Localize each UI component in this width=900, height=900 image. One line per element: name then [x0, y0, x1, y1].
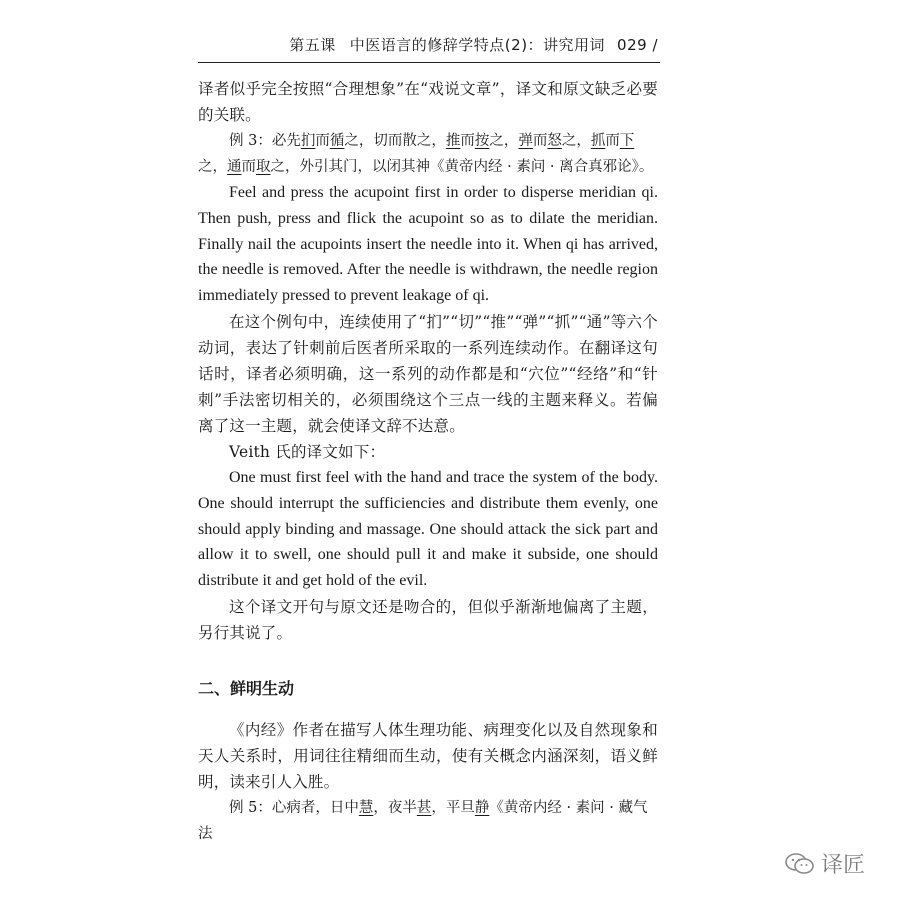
watermark-text: 译匠 [821, 853, 866, 878]
running-header [198, 34, 658, 55]
example-5 [198, 795, 658, 847]
example-3-text: 之， [198, 159, 227, 175]
example-5-label: 例 5： [229, 799, 272, 816]
example-3 [198, 128, 658, 180]
header-rule [198, 62, 660, 63]
example-3-text: 之，外引其门，以闭其神《黄帝内经 · 素问 · 离合真邪论》。 [270, 159, 654, 175]
watermark [785, 848, 865, 879]
section-heading: 二、鲜明生动 [198, 678, 295, 698]
wechat-icon [785, 852, 815, 876]
example-3-verb: 按 [474, 133, 490, 149]
example-3-label: 例 3： [229, 133, 272, 149]
header-lesson: 第五课 [289, 36, 336, 54]
paragraph-3: Veith 氏的译文如下： [229, 442, 386, 461]
example-5-text: 《黄帝内经 · 素问 · 藏气法 [198, 799, 648, 842]
example-5-text: ，夜半 [373, 799, 417, 816]
example-3-verb: 取 [256, 159, 271, 175]
example-5-underlined: 慧 [358, 799, 374, 816]
example-3-verb: 循 [329, 133, 345, 149]
example-3-text: 而 [241, 159, 256, 175]
example-3-verb: 通 [227, 159, 242, 175]
english-translation-1: Feel and press the acupoint first in order to disperse meridian qi. Then push, press and flick the acupoint so as to dilate the meridian. Finally nail the acupoints insert the needle into it. When qi has arrived, the needle is removed. After the needle is withdrawn, the needle region immediately pressed to prevent leakage of qi. [198, 184, 658, 305]
example-3-verb: 抓 [590, 133, 606, 149]
paragraph-4: 这个译文开句与原文还是吻合的，但似乎渐渐地偏离了主题，另行其说了。 [198, 597, 658, 642]
example-3-text: 之， [489, 133, 519, 149]
body-text [198, 76, 658, 847]
example-3-text: 必先 [271, 133, 301, 149]
example-3-text: 而 [605, 133, 620, 149]
example-3-verb: 弹 [518, 133, 533, 149]
header-page-number: 029 / [617, 35, 658, 54]
example-3-verb: 推 [445, 133, 461, 149]
paragraph-1: 译者似乎完全按照“合理想象”在“戏说文章”，译文和原文缺乏必要的关联。 [198, 80, 658, 124]
english-translation-2: One must first feel with the hand and trace the system of the body. One should interrupt the sufficiencies and distribute them evenly, one should apply binding and massage. One should attack the sick part and allow it to swell, one should pull it and make it subside, one should distribute it and get hold of the evil. [198, 468, 658, 590]
example-3-verb: 扪 [300, 133, 316, 149]
example-3-text: 之， [561, 133, 591, 149]
example-3-text: 而 [460, 133, 475, 149]
example-3-verb: 下 [619, 133, 635, 149]
example-3-verb: 怒 [547, 133, 562, 149]
example-3-text: 之，切而散之， [344, 133, 446, 149]
example-3-text: 而 [315, 133, 330, 149]
example-5-text: ，平旦 [431, 799, 475, 816]
example-5-text: 心病者，日中 [271, 799, 359, 816]
example-5-underlined: 甚 [416, 799, 432, 816]
header-title: 中医语言的修辞学特点(2)：讲究用词 [349, 36, 606, 54]
paragraph-5: 《内经》作者在描写人体生理功能、病理变化以及自然现象和天人关系时，用词往往精细而生动，使有关概念内涵深刻，语义鲜明，读来引人入胜。 [198, 720, 658, 791]
example-5-underlined: 静 [474, 799, 490, 816]
paragraph-2: 在这个例句中，连续使用了“扪”“切”“推”“弹”“抓”“通”等六个动词，表达了针刺前后医者所采取的一系列连续动作。在翻译这句话时，译者必须明确，这一系列的动作都是和“穴位”“经络”和“针刺”手法密切相关的，必须围绕这个三点一线的主题来释义。若偏离了这一主题，就会使译文辞不达意。 [198, 312, 658, 435]
example-3-text: 而 [532, 133, 548, 149]
